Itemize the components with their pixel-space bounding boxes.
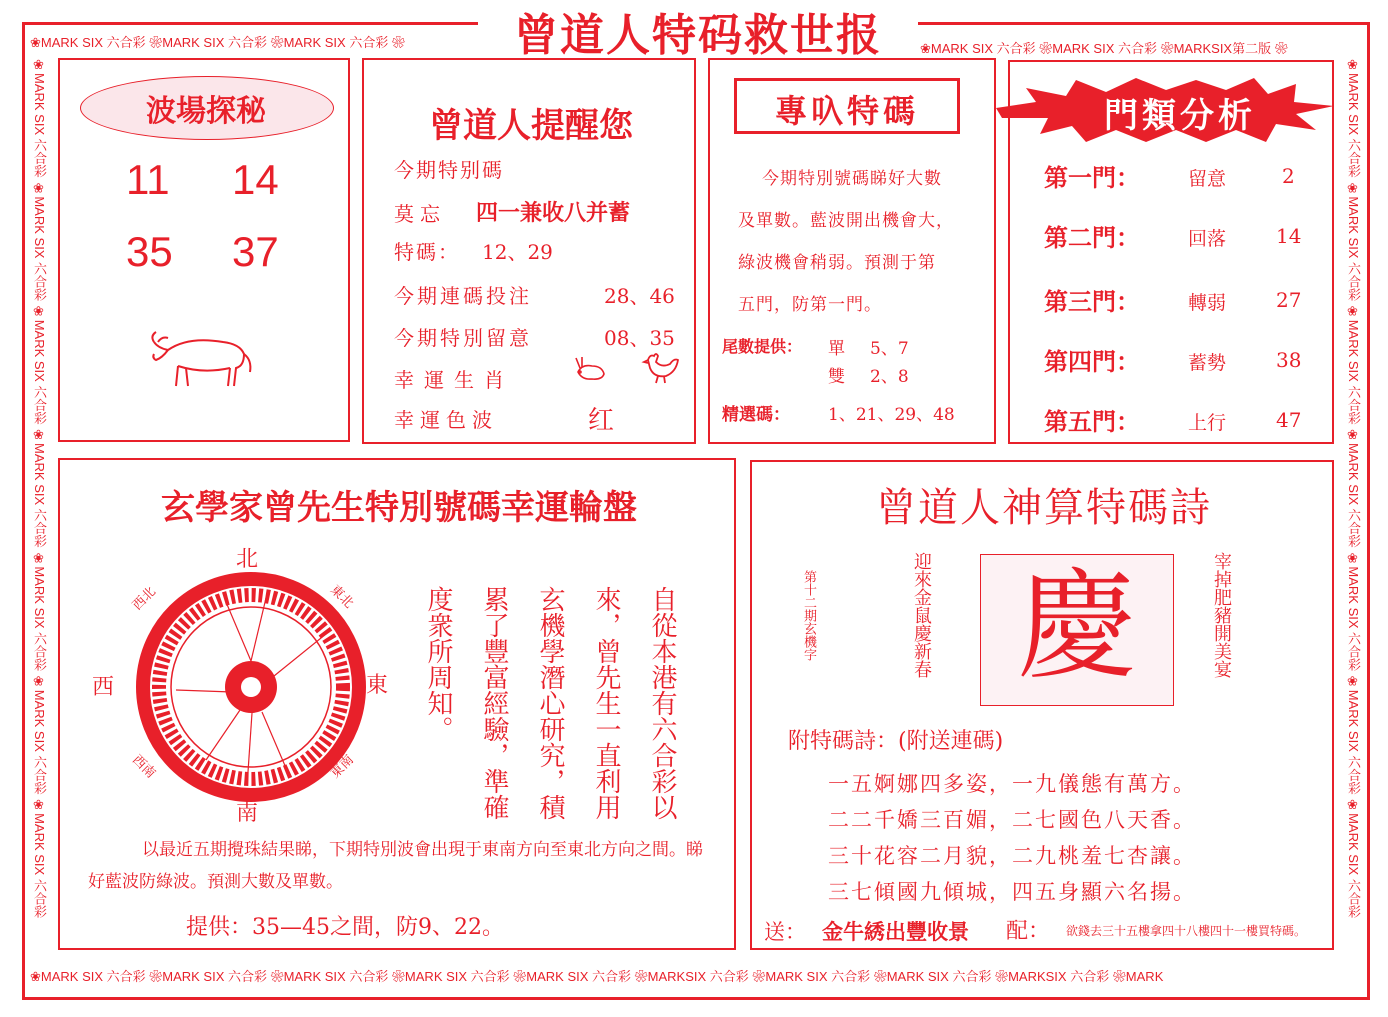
border-strip-left: ❀MARK SIX 六合彩 ❀MARK SIX 六合彩 ❀MARK SIX 六合彩 ❀MARK SIX 六合彩 ❀MARK SIX 六合彩 ❀MARK SIX 六合彩 ❀MARK SIX 六合彩 (32, 58, 47, 918)
tail-label: 尾數提供： (722, 337, 803, 356)
bochang-title: 波場探秘 (146, 94, 266, 129)
reminder-row-label: 今期特別留意 (394, 326, 532, 350)
send-label: 送： (764, 920, 806, 944)
special-title: 專叺特碼 (774, 92, 919, 130)
door-number: 47 (1276, 408, 1302, 432)
pick-value: 1、21、29、48 (828, 405, 955, 425)
border-strip-top-right: ❀MARK SIX 六合彩 ❀MARK SIX 六合彩 ❀MARKSIX第二版 ❀ (920, 41, 1288, 56)
dir-southeast: 東南 (327, 752, 357, 782)
doors-title: 門類分析 (1104, 96, 1256, 136)
rooster-icon (640, 350, 680, 384)
pick-label: 精選碼： (722, 405, 790, 425)
door-word: 留意 (1188, 168, 1227, 190)
dir-south: 南 (236, 801, 259, 826)
reminder-row-label: 今期連碼投注 (394, 284, 532, 308)
door-word: 上行 (1188, 412, 1227, 434)
page-title: 曾道人特码救世报 (478, 6, 918, 66)
border-strip-bottom: ❀MARK SIX 六合彩 ❀MARK SIX 六合彩 ❀MARK SIX 六合彩 ❀MARK SIX 六合彩 ❀MARK SIX 六合彩 ❀MARKSIX 六合彩 ❀MARK SIX 六合彩 ❀MARK SIX 六合彩 ❀MARKSIX 六合彩 ❀MARK (30, 969, 1164, 984)
reminder-row-value: 08、35 (604, 326, 675, 350)
special-paragraph-line: 今期特別號碼睇好大數 (762, 169, 942, 189)
panel-wheel (58, 458, 736, 950)
poem-title: 曾道人神算特碼詩 (876, 485, 1212, 531)
wheel-title: 玄學家曾先生特別號碼幸運輪盤 (161, 488, 637, 528)
wheel-text-column: 自從本港有六合彩以 (647, 586, 677, 820)
reminder-row-value: 红 (588, 406, 615, 436)
special-paragraph-line: 五門，防第一門。 (738, 295, 882, 315)
wheel-text-column: 度衆所周知。 (423, 586, 453, 742)
poem-line: 三十花容二月貌，二九桃羞七杏讓。 (828, 844, 1196, 868)
reminder-row-value: 12、29 (482, 240, 553, 264)
reminder-row-label: 特碼： (394, 240, 460, 264)
reminder-row-label: 幸運生肖 (394, 368, 514, 392)
poem-line: 一五婀娜四多姿，一九儀態有萬方。 (828, 772, 1196, 796)
reminder-row-label: 今期特别碼 (394, 158, 504, 182)
door-word: 回落 (1188, 228, 1227, 250)
pair-label: 配： (1006, 919, 1051, 944)
reminder-row-label: 幸運色波 (394, 408, 498, 432)
tail-odd-value: 5、7 (870, 339, 909, 359)
panel-bochang (58, 58, 350, 442)
special-paragraph-line: 綠波機會稍弱。預測于第 (738, 253, 936, 273)
bochang-number-4: 37 (232, 228, 279, 275)
ox-icon (148, 322, 256, 392)
door-number: 38 (1276, 348, 1302, 372)
pair-value: 欲錢去三十五樓拿四十八樓四十一樓買特碼。 (1066, 924, 1307, 938)
tail-even-key: 雙 (828, 367, 845, 387)
bochang-number-2: 14 (232, 156, 279, 203)
panel-poem (750, 460, 1334, 950)
reminder-row-value: 28、46 (604, 284, 675, 308)
poem-issue-column: 第十二期玄機字 (801, 570, 816, 661)
rabbit-icon (572, 354, 608, 382)
panel-doors (1008, 60, 1334, 444)
wheel-text-column: 累了豐富經驗，準確 (479, 586, 509, 820)
wheel-text-column: 玄機學潛心研究，積 (535, 586, 565, 820)
dir-northeast: 東北 (327, 582, 357, 612)
tail-odd-key: 單 (828, 339, 845, 359)
poem-line: 二二千嬌三百媚，二七國色八天香。 (828, 808, 1196, 832)
panel-special (708, 58, 996, 444)
poem-left-column: 迎來金鼠慶新春 (911, 552, 932, 678)
dir-east: 東 (366, 673, 389, 698)
reminder-title: 曾道人提醒您 (429, 106, 633, 146)
poem-right-column: 宰掉肥豬開美宴 (1211, 552, 1232, 678)
send-value: 金牛綉出豐收景 (822, 919, 969, 944)
door-label: 第二門： (1044, 223, 1140, 252)
dir-southwest: 西南 (129, 752, 159, 782)
door-label: 第一門： (1044, 163, 1140, 192)
door-number: 27 (1276, 288, 1302, 312)
reminder-row-label: 莫忘 (394, 202, 446, 226)
door-number: 14 (1276, 224, 1302, 248)
bochang-number-3: 35 (126, 228, 173, 275)
door-label: 第三門： (1044, 287, 1140, 316)
door-label: 第四門： (1044, 347, 1140, 376)
door-label: 第五門： (1044, 407, 1140, 436)
dir-west: 西 (92, 675, 115, 700)
special-paragraph-line: 及單數。藍波開出機會大， (738, 211, 954, 231)
reminder-row-value: 四一兼收八并蓄 (476, 200, 631, 226)
border-strip-right: ❀MARK SIX 六合彩 ❀MARK SIX 六合彩 ❀MARK SIX 六合彩 ❀MARK SIX 六合彩 ❀MARK SIX 六合彩 ❀MARK SIX 六合彩 ❀MARK SIX 六合彩 (1346, 58, 1361, 918)
poem-subtitle: 附特碼詩：(附送連碼) (788, 729, 1004, 754)
wheel-paragraph: 以最近五期攪珠結果睇，下期特別波會出現于東南方向至東北方向之間。睇好藍波防綠波。預測大數及單數。 (88, 840, 703, 892)
poem-line: 三七傾國九傾城，四五身顯六名揚。 (828, 880, 1196, 904)
door-number: 2 (1282, 164, 1295, 188)
tail-even-value: 2、8 (870, 367, 909, 387)
panel-reminder (362, 58, 696, 444)
border-strip-top-left: ❀MARK SIX 六合彩 ❀MARK SIX 六合彩 ❀MARK SIX 六合彩 ❀ (30, 35, 405, 50)
dir-northwest: 西北 (129, 584, 159, 614)
big-char: 慶 (1017, 557, 1137, 696)
bochang-number-1: 11 (126, 156, 170, 203)
wheel-text-column: 來，曾先生一直利用 (591, 586, 621, 820)
door-word: 轉弱 (1188, 292, 1227, 314)
wheel-provide: 提供：35—45之間，防9、22。 (186, 915, 504, 940)
dir-north: 北 (236, 547, 259, 572)
door-word: 蓄勢 (1188, 352, 1227, 374)
